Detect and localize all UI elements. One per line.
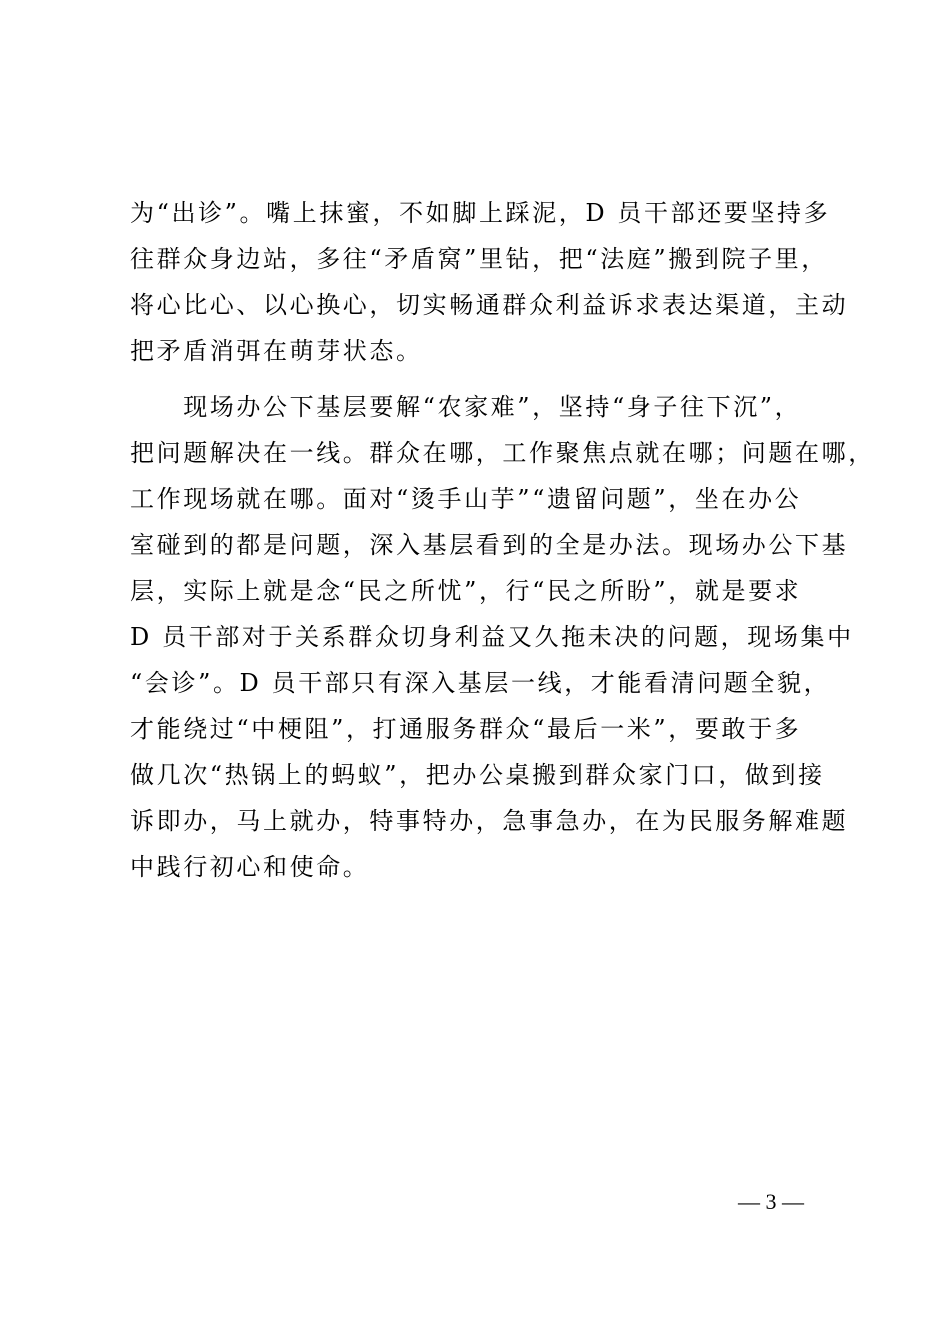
text-line: 室碰到的都是问题，深入基层看到的全是办法。现场办公下基 [130, 531, 849, 559]
paragraph-gap [130, 374, 850, 384]
text-line: 往群众身边站，多往“矛盾窝”里钻，把“法庭”搬到院子里， [130, 245, 828, 273]
text-line: “会诊”。D 员干部只有深入基层一线，才能看清问题全貌， [130, 669, 831, 697]
text-line: 为“出诊”。嘴上抹蜜，不如脚上踩泥，D 员干部还要坚持多 [130, 199, 831, 227]
text-line: 才能绕过“中梗阻”，打通服务群众“最后一米”，要敢于多 [130, 715, 802, 743]
text-line: 把问题解决在一线。群众在哪，工作聚焦点就在哪；问题在哪， [130, 439, 875, 467]
text-line: 现场办公下基层要解“农家难”，坚持“身子往下沉”， [130, 393, 802, 421]
text-line: 做几次“热锅上的蚂蚁”，把办公桌搬到群众家门口，做到接 [130, 761, 825, 789]
text-line: D 员干部对于关系群众切身利益又久拖未决的问题，现场集中 [130, 623, 854, 651]
text-line: 把矛盾消弭在萌芽状态。 [130, 337, 423, 365]
page-number: — 3 — [738, 1189, 804, 1214]
text-line: 诉即办，马上就办，特事特办，急事急办，在为民服务解难题 [130, 807, 849, 835]
text-line: 中践行初心和使命。 [130, 853, 370, 881]
text-line: 将心比心、以心换心，切实畅通群众利益诉求表达渠道，主动 [130, 291, 849, 319]
text-line: 工作现场就在哪。面对“烫手山芋”“遗留问题”，坐在办公 [130, 485, 802, 513]
paragraph-2 [130, 384, 875, 890]
text-line: 层，实际上就是念“民之所忧”，行“民之所盼”，就是要求 [130, 577, 802, 605]
body-text [130, 190, 875, 890]
paragraph-1 [130, 190, 850, 374]
